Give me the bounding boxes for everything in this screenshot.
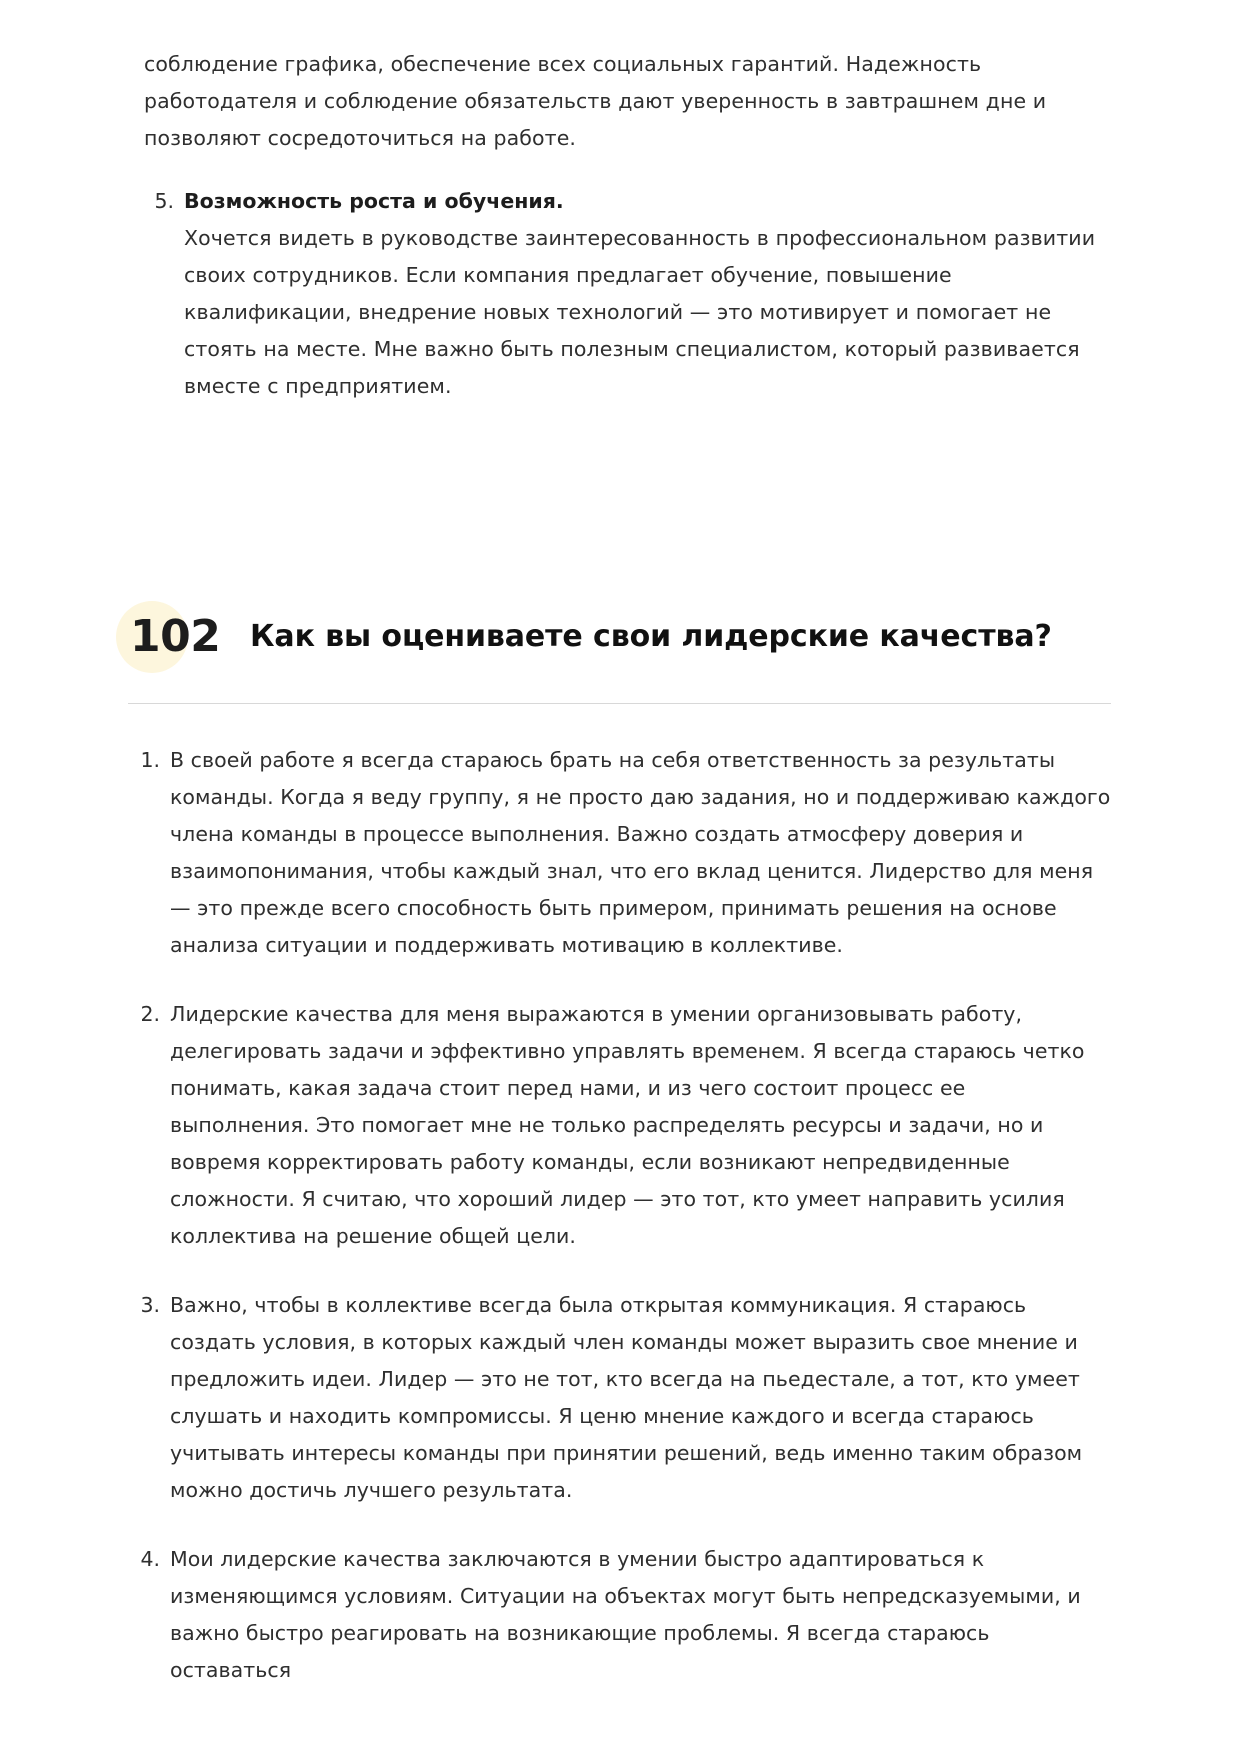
question-header bbox=[128, 597, 1111, 677]
question-section bbox=[128, 597, 1111, 1689]
list-item bbox=[128, 742, 1111, 964]
answers-list bbox=[128, 742, 1111, 1689]
list-item bbox=[128, 996, 1111, 1255]
question-number-wrap bbox=[128, 611, 250, 663]
list-item bbox=[128, 1541, 1111, 1689]
list-item-body: Мои лидерские качества заключаются в умении быстро адаптироваться к изменяющимся условиям. Ситуации на объектах могут быть непредсказуемыми, и важно быстро реагировать на возникающие проблемы. Я всегда стараюсь оставаться bbox=[170, 1547, 1081, 1683]
list-item-body: Хочется видеть в руководстве заинтересованность в профессиональном развитии своих сотрудников. Если компания предлагает обучение, повышение квалификации, внедрение новых технологий — это мотивирует и помогает не стоять на месте. Мне важно быть полезным специалистом, который развивается вместе с предприятием. bbox=[184, 226, 1096, 398]
list-item-marker: 4. bbox=[140, 1547, 160, 1572]
continued-numbered-list bbox=[144, 183, 1111, 405]
list-item-marker: 1. bbox=[140, 748, 160, 773]
list-item-body: Лидерские качества для меня выражаются в умении организовывать работу, делегировать задачи и эффективно управлять временем. Я всегда стараюсь четко понимать, какая задача стоит перед нами, и из чего состоит процесс ее выполнения. Это помогает мне не только распределять ресурсы и задачи, но и вовремя корректировать работу команды, если возникают непредвиденные сложности. Я считаю, что хороший лидер — это тот, кто умеет направить усилия коллектива на решение общей цели. bbox=[170, 1002, 1085, 1249]
list-item-body: Важно, чтобы в коллективе всегда была открытая коммуникация. Я стараюсь создать условия, в которых каждый член команды может выразить свое мнение и предложить идеи. Лидер — это не тот, кто всегда на пьедестале, а тот, кто умеет слушать и находить компромиссы. Я ценю мнение каждого и всегда стараюсь учитывать интересы команды при принятии решений, ведь именно таким образом можно достичь лучшего результата. bbox=[170, 1293, 1083, 1503]
list-item-body: В своей работе я всегда стараюсь брать на себя ответственность за результаты команды. Когда я веду группу, я не просто даю задания, но и поддерживаю каждого члена команды в процессе выполнения. Важно создать атмосферу доверия и взаимопонимания, чтобы каждый знал, что его вклад ценится. Лидерство для меня — это прежде всего способность быть примером, принимать решения на основе анализа ситуации и поддерживать мотивацию в коллективе. bbox=[170, 748, 1111, 958]
list-item-marker: 5. bbox=[154, 189, 174, 213]
list-item-marker: 2. bbox=[140, 1002, 160, 1027]
list-item bbox=[144, 183, 1111, 405]
list-item-marker: 3. bbox=[140, 1293, 160, 1318]
list-item-title: Возможность роста и обучения. bbox=[184, 189, 564, 213]
question-title: Как вы оцениваете свои лидерские качества? bbox=[250, 619, 1052, 655]
continuation-block bbox=[144, 46, 1111, 405]
continuation-paragraph: соблюдение графика, обеспечение всех социальных гарантий. Надежность работодателя и соблюдение обязательств дают уверенность в завтрашнем дне и позволяют сосредоточиться на работе. bbox=[144, 52, 1047, 150]
section-divider bbox=[128, 703, 1111, 704]
list-item bbox=[128, 1287, 1111, 1509]
question-number: 102 bbox=[130, 611, 221, 663]
